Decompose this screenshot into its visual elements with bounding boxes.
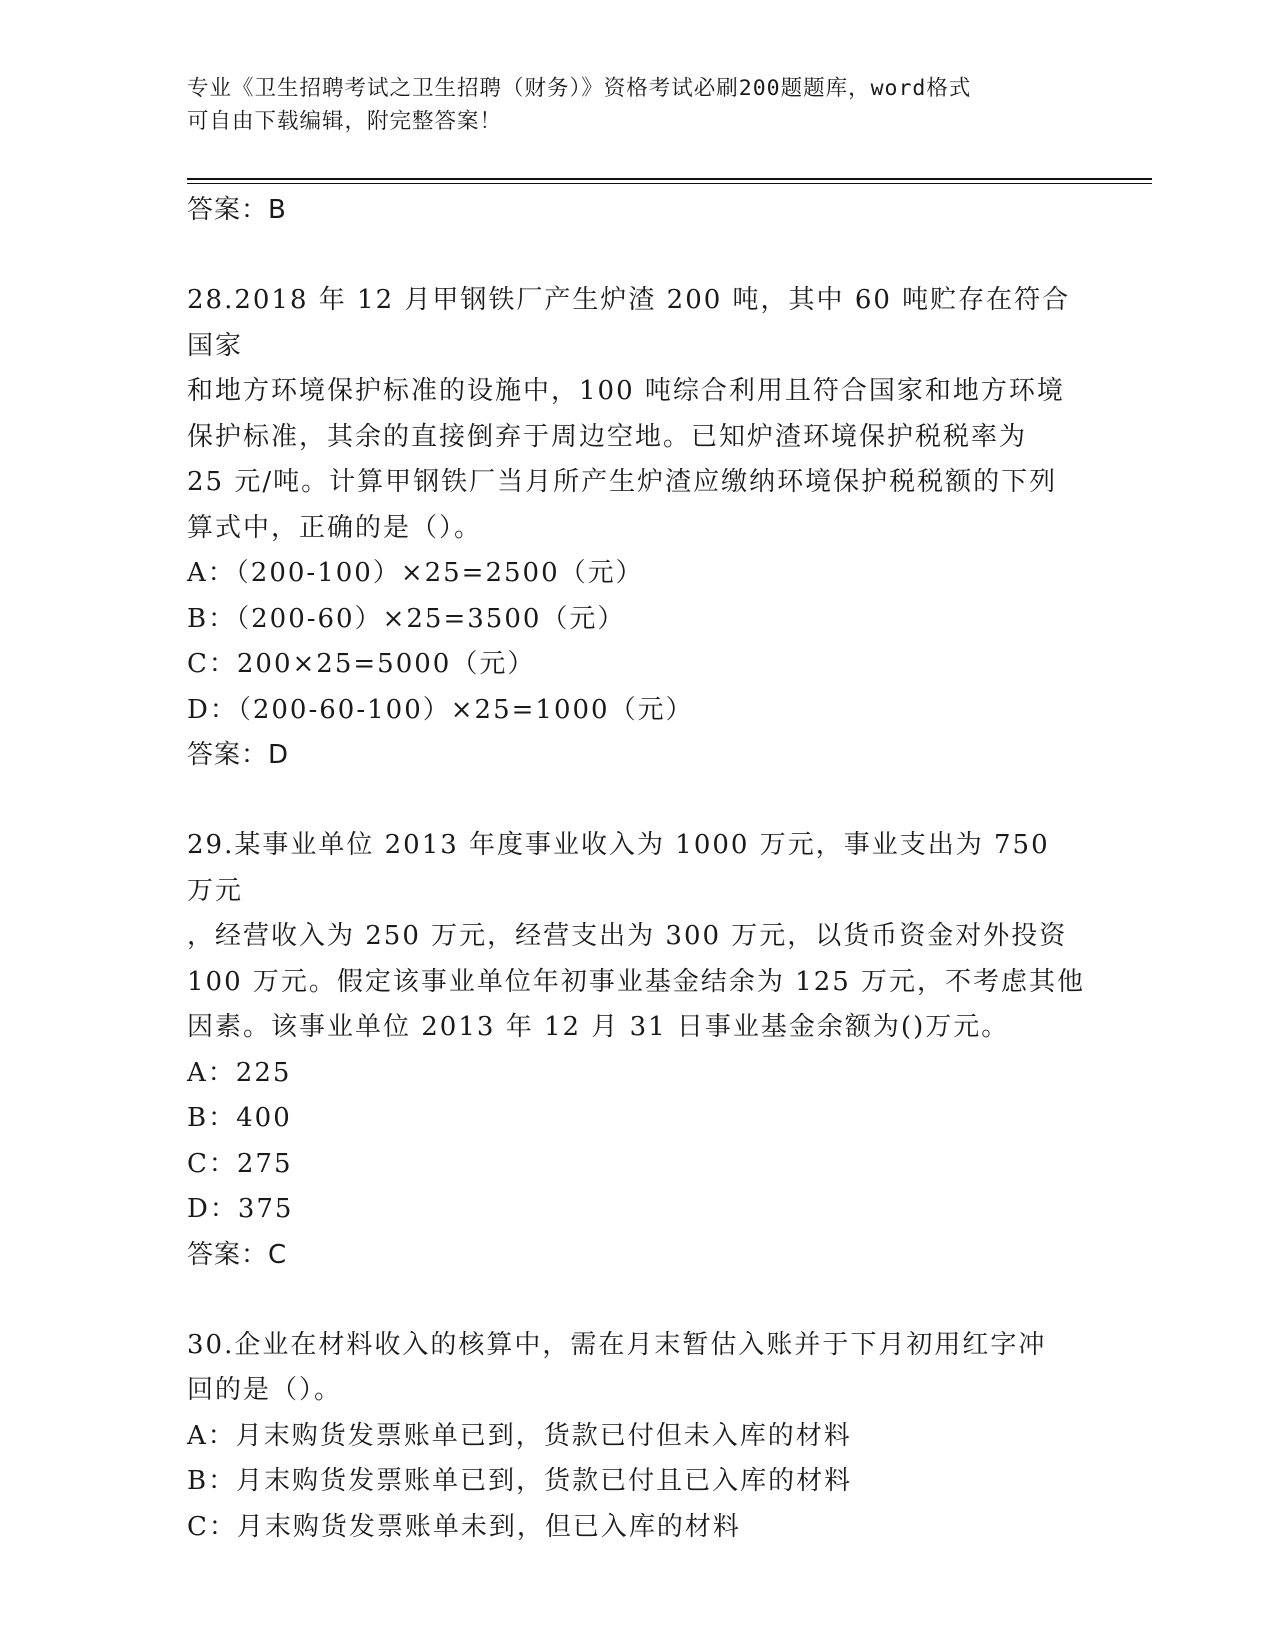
option-d: D：（200-60-100）×25=1000（元） (187, 694, 694, 725)
question-text (187, 278, 1087, 551)
question-29 (187, 823, 1087, 1279)
document-header (187, 72, 1087, 138)
question-line: 因素。该事业单位 2013 年 12 月 31 日事业基金余额为()万元。 (187, 1012, 1010, 1042)
header-line-1: 专业《卫生招聘考试之卫生招聘（财务）》资格考试必刷200题题库，word格式 (187, 76, 972, 101)
question-line: 25 元/吨。计算甲钢铁厂当月所产生炉渣应缴纳环境保护税税额的下列 (187, 467, 1058, 497)
question-line: 保护标准，其余的直接倒弃于周边空地。已知炉渣环境保护税税率为 (187, 421, 1028, 452)
option-c: C：月末购货发票账单未到，但已入库的材料 (187, 1511, 741, 1542)
option-a: A：（200-100）×25=2500（元） (187, 558, 644, 588)
question-line: 回的是（）。 (187, 1375, 343, 1405)
header-divider-thin (187, 183, 1152, 184)
option-c: C：275 (187, 1148, 293, 1179)
answer-label: 答案：C (187, 1239, 288, 1270)
question-line: ，经营收入为 250 万元，经营支出为 300 万元，以货币资金对外投资 (187, 921, 1068, 951)
option-b: B：月末购货发票账单已到，货款已付且已入库的材料 (187, 1466, 853, 1496)
question-text (187, 1323, 1087, 1414)
option-a: A：225 (187, 1057, 292, 1088)
answer-label: 答案：D (187, 740, 290, 770)
option-d: D：375 (187, 1194, 294, 1224)
option-b: B：（200-60）×25=3500（元） (187, 603, 626, 634)
question-line: 100 万元。假定该事业单位年初事业基金结余为 125 万元，不考虑其他 (187, 966, 1086, 997)
question-line: 28.2018 年 12 月甲钢铁厂产生炉渣 200 吨，其中 60 吨贮存在符合国家 (187, 285, 1071, 361)
previous-answer: 答案：B (187, 195, 287, 225)
question-line: 29.某事业单位 2013 年度事业收入为 1000 万元，事业支出为 750 万元 (187, 830, 1050, 906)
header-line-2: 可自由下载编辑，附完整答案！ (187, 109, 503, 134)
question-list (187, 188, 1087, 1550)
question-line: 算式中，正确的是（）。 (187, 512, 483, 543)
question-text (187, 823, 1087, 1051)
option-c: C：200×25=5000（元） (187, 649, 536, 679)
question-line: 和地方环境保护标准的设施中，100 吨综合利用且符合国家和地方环境 (187, 376, 1065, 406)
header-divider-thick (187, 178, 1152, 180)
question-28 (187, 278, 1087, 779)
option-b: B：400 (187, 1103, 292, 1133)
option-a: A：月末购货发票账单已到，货款已付但未入库的材料 (187, 1420, 852, 1451)
question-line: 30.企业在材料收入的核算中，需在月末暂估入账并于下月初用红字冲 (187, 1329, 1047, 1360)
question-30 (187, 1323, 1087, 1551)
